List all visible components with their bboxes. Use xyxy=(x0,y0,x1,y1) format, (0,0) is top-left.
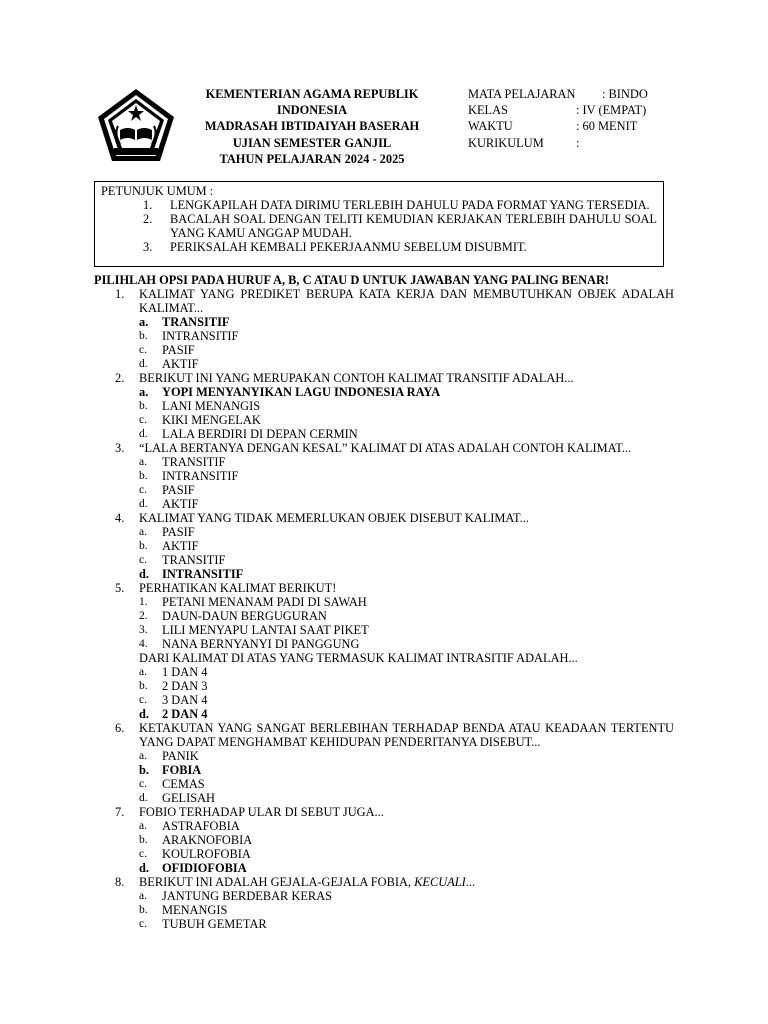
sentence-text: LILI MENYAPU LANTAI SAAT PIKET xyxy=(162,623,369,637)
answer-option-key[interactable] xyxy=(139,567,674,581)
answer-options xyxy=(139,819,674,875)
answer-option[interactable] xyxy=(139,903,674,917)
option-letter: d. xyxy=(139,567,149,581)
question-list xyxy=(94,287,674,931)
option-letter: d. xyxy=(139,428,148,440)
option-letter: b. xyxy=(139,540,148,552)
option-text: LALA BERDIRI DI DEPAN CERMIN xyxy=(162,427,358,441)
sentence-text: PETANI MENANAM PADI DI SAWAH xyxy=(162,595,367,609)
option-letter: a. xyxy=(139,526,147,538)
question-text xyxy=(139,287,674,315)
instruction-item xyxy=(95,212,663,240)
sentence-text: NANA BERNYANYI DI PANGGUNG xyxy=(162,637,360,651)
meta-value: : BINDO xyxy=(602,87,648,101)
option-text: INTRANSITIF xyxy=(162,469,239,483)
answer-option[interactable] xyxy=(139,525,674,539)
question-number: 7. xyxy=(115,805,125,819)
option-text: PASIF xyxy=(162,483,195,497)
answer-option-key[interactable] xyxy=(139,315,674,329)
answer-option[interactable] xyxy=(139,749,674,763)
instruction-item xyxy=(95,240,663,254)
answer-option[interactable] xyxy=(139,553,674,567)
question-text-main: KETAKUTAN YANG SANGAT BERLEBIHAN TERHADAP BENDA ATAU KEADAAN TERTENTU YANG DAPAT MENGHAMBAT KEHIDUPAN PENDERITANYA DISEBUT... xyxy=(139,721,674,749)
exam-header xyxy=(0,0,768,180)
kemenag-emblem-icon xyxy=(94,86,178,164)
question-number: 2. xyxy=(115,371,125,385)
option-letter: c. xyxy=(139,344,147,356)
answer-option[interactable] xyxy=(139,777,674,791)
answer-option[interactable] xyxy=(139,343,674,357)
option-letter: a. xyxy=(139,890,147,902)
instruction-number: 3. xyxy=(143,240,153,254)
answer-option[interactable] xyxy=(139,427,674,441)
option-letter: a. xyxy=(139,315,149,329)
answer-option[interactable] xyxy=(139,791,674,805)
option-text: AKTIF xyxy=(162,357,199,371)
question-number: 6. xyxy=(115,721,125,735)
answer-option[interactable] xyxy=(139,889,674,903)
instruction-text: PERIKSALAH KEMBALI PEKERJAANMU SEBELUM DISUBMIT. xyxy=(170,240,527,254)
meta-row-subject xyxy=(468,86,678,102)
option-text: INTRANSITIF xyxy=(162,567,244,581)
question-item xyxy=(94,805,674,875)
question-text xyxy=(139,805,674,819)
question-text-main: “LALA BERTANYA DENGAN KESAL” KALIMAT DI ATAS ADALAH CONTOH KALIMAT... xyxy=(139,441,632,455)
instruction-text: LENGKAPILAH DATA DIRIMU TERLEBIH DAHULU PADA FORMAT YANG TERSEDIA. xyxy=(170,198,650,212)
answer-option-key[interactable] xyxy=(139,385,674,399)
question-text xyxy=(139,581,674,595)
option-letter: d. xyxy=(139,707,149,721)
answer-options xyxy=(139,455,674,511)
sentence-item xyxy=(139,637,674,651)
option-letter: a. xyxy=(139,456,147,468)
question-item xyxy=(94,371,674,441)
meta-row-curriculum xyxy=(468,135,678,151)
instructions-title: PETUNJUK UMUM : xyxy=(101,184,214,198)
answer-option[interactable] xyxy=(139,413,674,427)
question-item xyxy=(94,287,674,371)
answer-options xyxy=(139,525,674,581)
option-letter: c. xyxy=(139,484,147,496)
option-letter: b. xyxy=(139,470,148,482)
question-item xyxy=(94,441,674,511)
question-number: 8. xyxy=(115,875,125,889)
question-item xyxy=(94,511,674,581)
question-text-main: KALIMAT YANG TIDAK MEMERLUKAN OBJEK DISEBUT KALIMAT... xyxy=(139,511,529,525)
institution-line: MADRASAH IBTIDAIYAH BASERAH xyxy=(204,119,420,134)
option-letter: c. xyxy=(139,778,147,790)
answer-options xyxy=(139,385,674,441)
option-text: PANIK xyxy=(162,749,199,763)
question-item xyxy=(94,875,674,931)
option-text: KIKI MENGELAK xyxy=(162,413,261,427)
instruction-text: BACALAH SOAL DENGAN TELITI KEMUDIAN KERJAKAN TERLEBIH DAHULU SOAL YANG KAMU ANGGAP MUDAH. xyxy=(170,212,657,240)
option-letter: a. xyxy=(139,750,147,762)
option-letter: d. xyxy=(139,792,148,804)
option-letter: c. xyxy=(139,694,147,706)
option-text: TRANSITIF xyxy=(162,553,226,567)
answer-options xyxy=(139,889,674,931)
option-text: 2 DAN 3 xyxy=(162,679,208,693)
option-text: TUBUH GEMETAR xyxy=(162,917,267,931)
option-letter: a. xyxy=(139,820,147,832)
option-text: LANI MENANGIS xyxy=(162,399,261,413)
sentence-item xyxy=(139,623,674,637)
option-letter: a. xyxy=(139,666,147,678)
option-text: 1 DAN 4 xyxy=(162,665,208,679)
option-text: INTRANSITIF xyxy=(162,329,239,343)
answer-options xyxy=(139,749,674,805)
question-text-main: BERIKUT INI ADALAH GEJALA-GEJALA FOBIA, xyxy=(139,875,415,889)
question-number: 3. xyxy=(115,441,125,455)
answer-option[interactable] xyxy=(139,469,674,483)
answer-option[interactable] xyxy=(139,357,674,371)
instruction-number: 2. xyxy=(143,212,153,226)
answer-option[interactable] xyxy=(139,483,674,497)
option-letter: d. xyxy=(139,358,148,370)
answer-option[interactable] xyxy=(139,833,674,847)
option-text: CEMAS xyxy=(162,777,205,791)
answer-option[interactable] xyxy=(139,497,674,511)
sentence-list xyxy=(139,595,674,651)
answer-option[interactable] xyxy=(139,399,674,413)
option-text: TRANSITIF xyxy=(162,315,230,329)
option-letter: c. xyxy=(139,918,147,930)
answer-option[interactable] xyxy=(139,679,674,693)
option-text: 3 DAN 4 xyxy=(162,693,208,707)
option-text: 2 DAN 4 xyxy=(162,707,208,721)
instructions-list xyxy=(95,198,663,254)
question-text xyxy=(139,721,674,749)
answer-option[interactable] xyxy=(139,539,674,553)
meta-value: : xyxy=(576,135,580,150)
institution-line: INDONESIA xyxy=(276,103,348,118)
option-text: PASIF xyxy=(162,343,195,357)
answer-option[interactable] xyxy=(139,455,674,469)
meta-key: KURIKULUM xyxy=(468,135,544,150)
option-letter: b. xyxy=(139,763,149,777)
option-letter: b. xyxy=(139,834,148,846)
question-text xyxy=(139,441,674,455)
instruction-item xyxy=(95,198,663,212)
option-text: AKTIF xyxy=(162,497,199,511)
option-letter: c. xyxy=(139,848,147,860)
question-text-main: FOBIO TERHADAP ULAR DI SEBUT JUGA... xyxy=(139,805,384,819)
option-text: ASTRAFOBIA xyxy=(162,819,240,833)
question-text-main: KALIMAT YANG PREDIKET BERUPA KATA KERJA DAN MEMBUTUHKAN OBJEK ADALAH KALIMAT... xyxy=(139,287,674,315)
question-text-end: ... xyxy=(465,875,476,889)
option-text: OFIDIOFOBIA xyxy=(162,861,247,875)
general-instructions-box xyxy=(94,181,664,267)
answer-option-key[interactable] xyxy=(139,861,674,875)
meta-row-time xyxy=(468,118,678,134)
option-letter: d. xyxy=(139,498,148,510)
question-text xyxy=(139,511,674,525)
option-letter: b. xyxy=(139,680,148,692)
meta-value: : 60 MENIT xyxy=(576,119,638,134)
sentence-number: 4. xyxy=(139,638,148,650)
answer-option[interactable] xyxy=(139,693,674,707)
sentence-number: 2. xyxy=(139,610,148,622)
question-text xyxy=(139,875,674,889)
sentence-item xyxy=(139,609,674,623)
option-text: KOULROFOBIA xyxy=(162,847,251,861)
meta-key: KELAS xyxy=(468,103,508,118)
institution-line: UJIAN SEMESTER GANJIL xyxy=(232,135,392,150)
answer-instruction: PILIHLAH OPSI PADA HURUF A, B, C ATAU D UNTUK JAWABAN YANG PALING BENAR! xyxy=(94,273,610,287)
option-letter: a. xyxy=(139,385,149,399)
answer-options xyxy=(139,665,674,721)
question-followup-text: DARI KALIMAT DI ATAS YANG TERMASUK KALIMAT INTRASITIF ADALAH... xyxy=(139,651,578,665)
sentence-number: 3. xyxy=(139,624,148,636)
option-text: TRANSITIF xyxy=(162,455,226,469)
sentence-item xyxy=(139,595,674,609)
question-number: 5. xyxy=(115,581,125,595)
meta-key: WAKTU xyxy=(468,119,513,134)
option-text: MENANGIS xyxy=(162,903,228,917)
institution-line: KEMENTERIAN AGAMA REPUBLIK xyxy=(205,87,419,101)
meta-row-class xyxy=(468,102,678,118)
option-letter: c. xyxy=(139,554,147,566)
answer-option-key[interactable] xyxy=(139,763,674,777)
meta-key: MATA PELAJARAN xyxy=(468,87,576,101)
answer-option[interactable] xyxy=(139,847,674,861)
answer-options xyxy=(139,315,674,371)
option-letter: b. xyxy=(139,904,148,916)
option-text: AKTIF xyxy=(162,539,199,553)
answer-option[interactable] xyxy=(139,917,674,931)
question-text-main: BERIKUT INI YANG MERUPAKAN CONTOH KALIMAT TRANSITIF ADALAH... xyxy=(139,371,574,385)
question-text xyxy=(139,371,674,385)
option-letter: b. xyxy=(139,330,148,342)
option-letter: d. xyxy=(139,861,149,875)
institution-line: TAHUN PELAJARAN 2024 - 2025 xyxy=(219,151,405,166)
question-text-emphasis: KECUALI xyxy=(414,875,466,889)
exam-meta xyxy=(468,86,678,151)
instruction-number: 1. xyxy=(143,198,153,212)
option-text: YOPI MENYANYIKAN LAGU INDONESIA RAYA xyxy=(162,385,441,399)
question-item xyxy=(94,581,674,721)
option-letter: c. xyxy=(139,414,147,426)
option-text: JANTUNG BERDEBAR KERAS xyxy=(162,889,333,903)
question-item xyxy=(94,721,674,805)
answer-option[interactable] xyxy=(139,665,674,679)
sentence-number: 1. xyxy=(139,596,148,608)
question-number: 1. xyxy=(115,287,125,301)
option-text: PASIF xyxy=(162,525,195,539)
answer-option[interactable] xyxy=(139,329,674,343)
option-text: GELISAH xyxy=(162,791,215,805)
answer-option-key[interactable] xyxy=(139,707,674,721)
question-number: 4. xyxy=(115,511,125,525)
answer-option[interactable] xyxy=(139,819,674,833)
sentence-text: DAUN-DAUN BERGUGURAN xyxy=(162,609,327,623)
option-text: ARAKNOFOBIA xyxy=(162,833,253,847)
question-text-main: PERHATIKAN KALIMAT BERIKUT! xyxy=(139,581,337,595)
institution-block xyxy=(196,86,428,167)
option-letter: b. xyxy=(139,400,148,412)
option-text: FOBIA xyxy=(162,763,202,777)
meta-value: : IV (EMPAT) xyxy=(576,103,647,118)
